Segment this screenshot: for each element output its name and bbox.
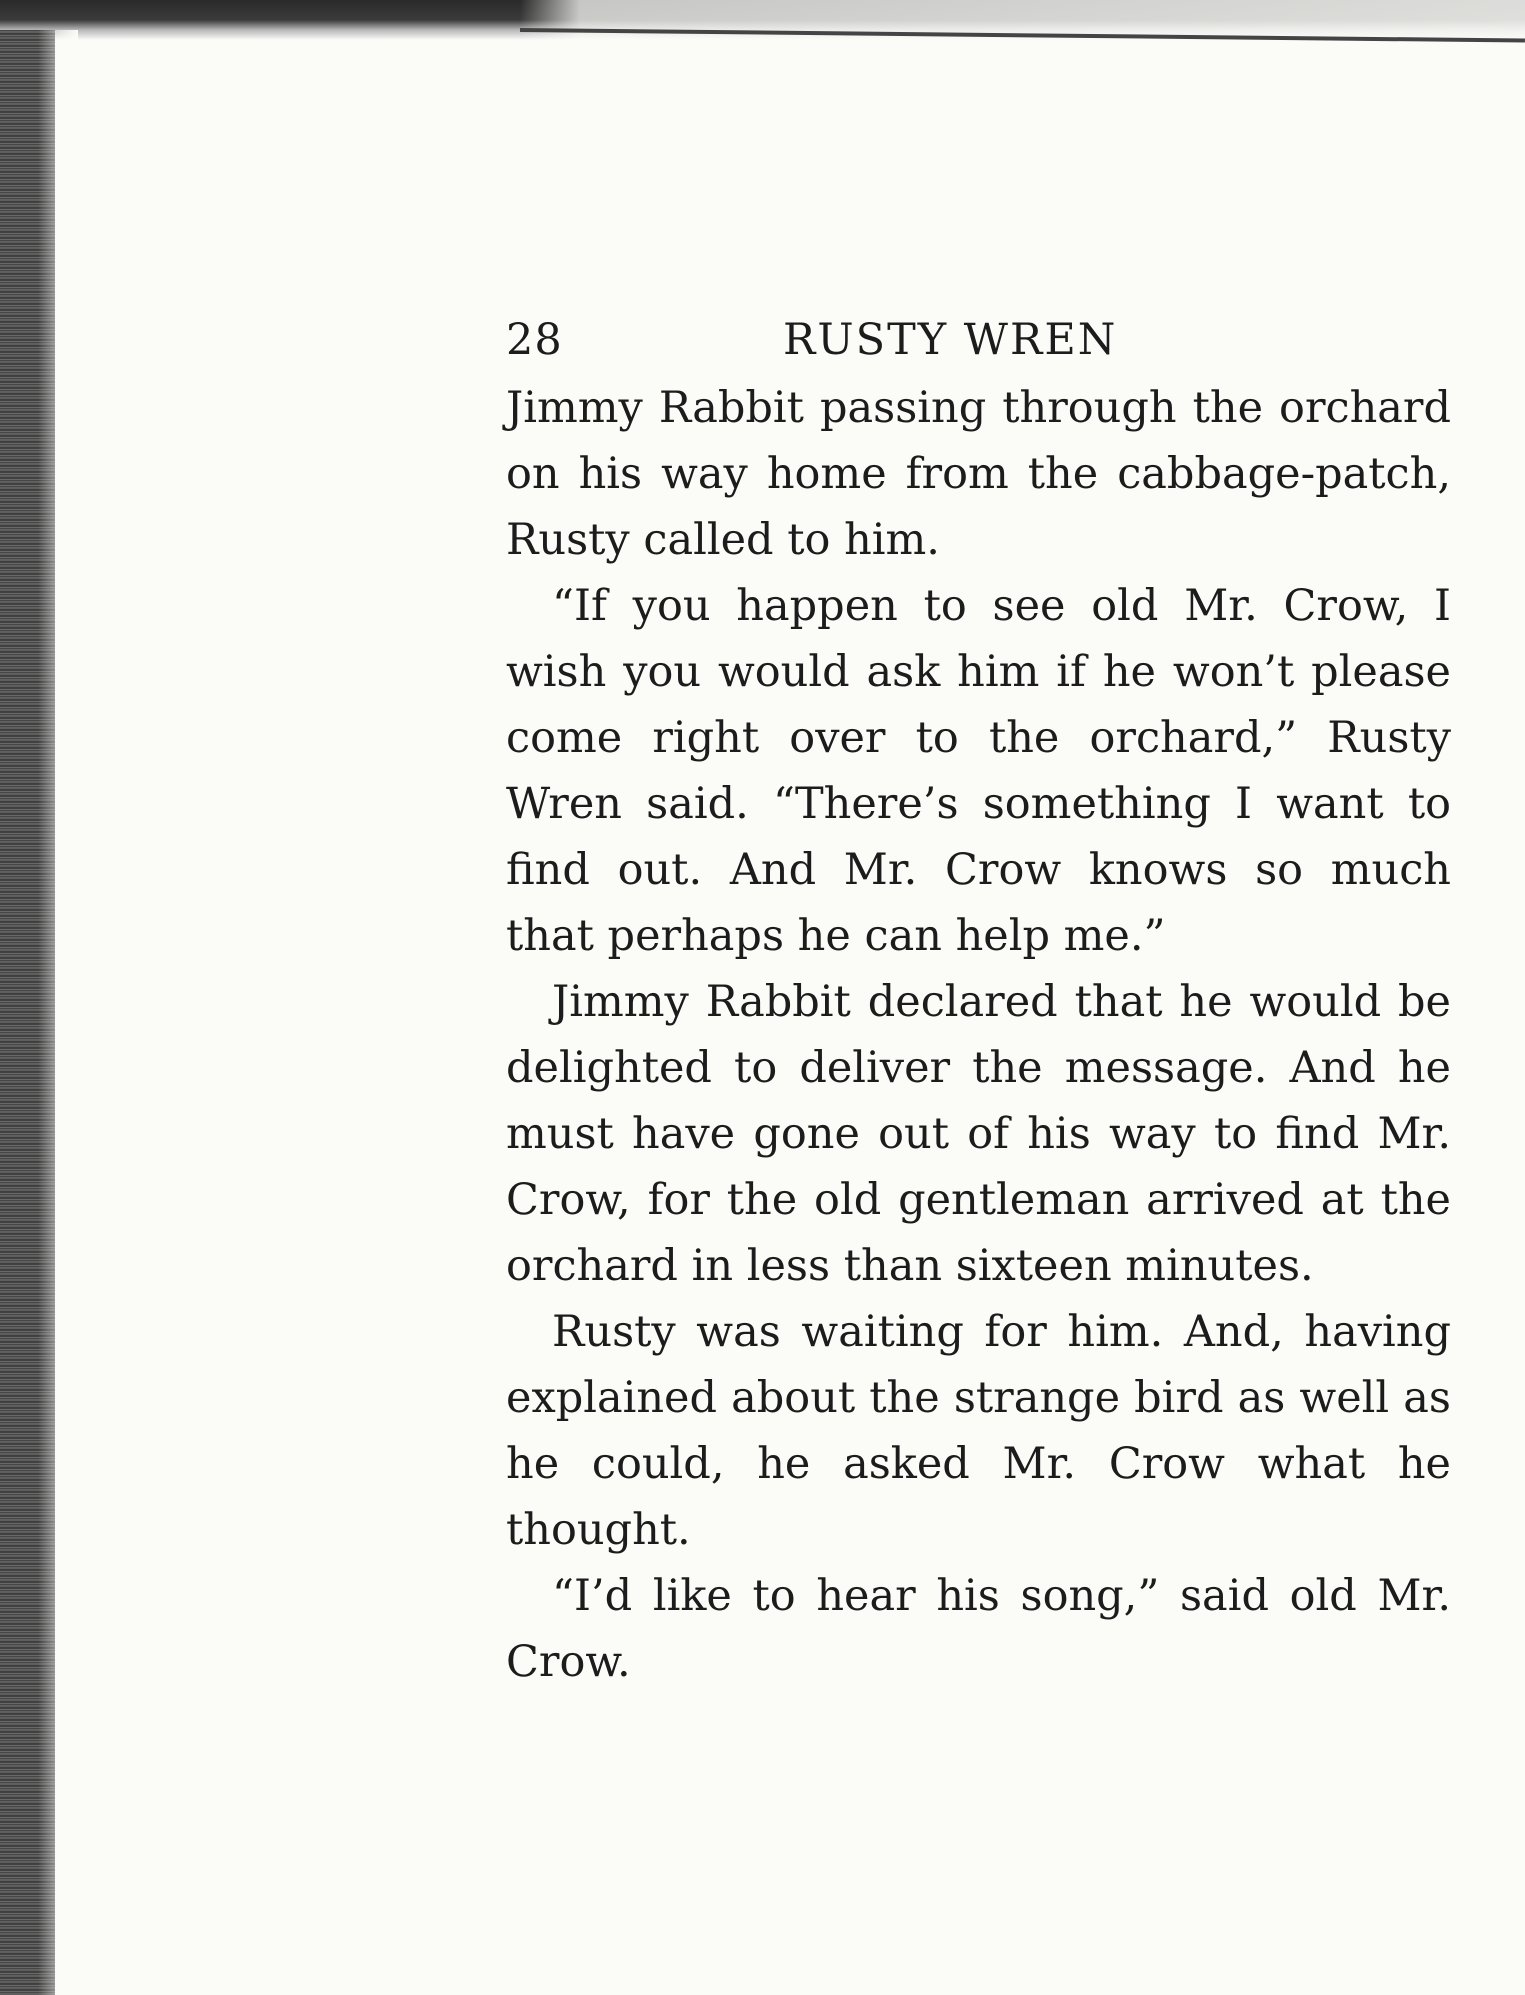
- paragraph-continuation: Jimmy Rabbit passing through the orchard on his way home from the cabbage-patch, Rusty called to him.: [506, 383, 1451, 565]
- scan-left-edge-fade: [38, 30, 78, 1995]
- running-head: [506, 305, 1451, 375]
- paragraph: “If you happen to see old Mr. Crow, I wish you would ask him if he won’t please come right over to the orchard,” Rusty Wren said. “There’s something I want to find out. And Mr. Crow knows so much that perhaps he can help me.”: [506, 581, 1451, 961]
- book-page: [506, 305, 1451, 1695]
- paragraph: Jimmy Rabbit declared that he would be delighted to deliver the message. And he must have gone out of his way to find Mr. Crow, for the old gentleman arrived at the orchard in less than sixteen minutes.: [506, 977, 1451, 1291]
- paragraph: Rusty was waiting for him. And, having explained about the strange bird as well as he could, he asked Mr. Crow what he thought.: [506, 1307, 1451, 1555]
- running-title: RUSTY WREN: [783, 315, 1118, 365]
- paragraph: “I’d like to hear his song,” said old Mr. Crow.: [506, 1571, 1451, 1687]
- page-number: 28: [506, 315, 563, 365]
- body-text: [506, 375, 1451, 1695]
